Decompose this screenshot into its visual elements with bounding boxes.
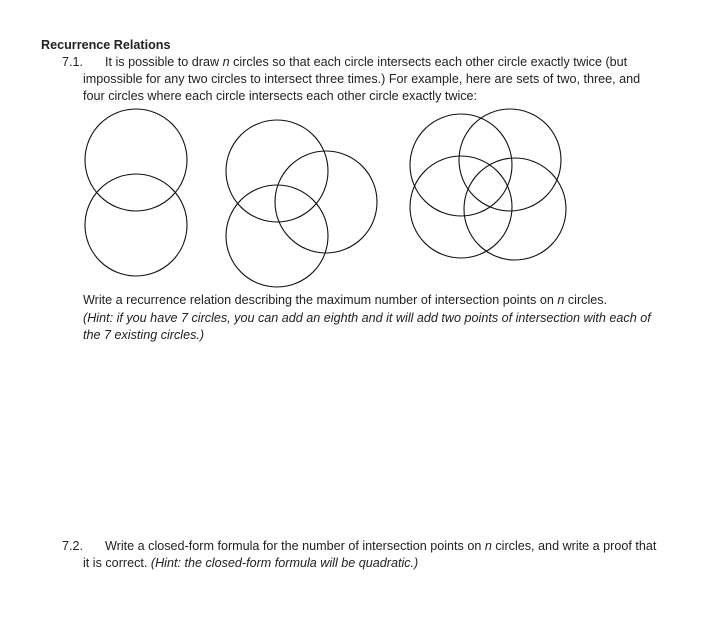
problem-7-2-number: 7.2. — [62, 539, 84, 553]
text: circles. — [564, 293, 608, 307]
problem-7-1-task — [83, 292, 693, 309]
problem-7-1-number: 7.1. — [62, 55, 84, 69]
two-circles-group — [85, 109, 187, 276]
problem-7-1-line2: impossible for any two circles to intersect three times.) For example, here are sets of two, three, and — [83, 72, 641, 86]
hint: (Hint: if you have 7 circles, you can add an eighth and it will add two points of intersection with each of — [83, 311, 651, 325]
text: Write a closed-form formula for the number of intersection points on — [105, 539, 485, 553]
problem-7-2-line2 — [83, 555, 693, 572]
circle — [410, 114, 512, 216]
problem-7-1-hint-line2 — [83, 327, 693, 344]
problem-7-1-hint-line1 — [83, 310, 693, 327]
var-n: n — [484, 539, 492, 553]
var-n: n — [557, 293, 565, 307]
circle — [226, 185, 328, 287]
circle — [226, 120, 328, 222]
text: Write a recurrence relation describing the maximum number of intersection points on — [83, 293, 558, 307]
four-circles-group — [410, 109, 566, 260]
circle — [464, 158, 566, 260]
var-n: n — [222, 55, 230, 69]
text: It is possible to draw — [105, 55, 223, 69]
text: it is correct. — [83, 556, 151, 570]
circle — [275, 151, 377, 253]
circle — [459, 109, 561, 211]
text: circles so that each circle intersects each other circle exactly twice (but — [229, 55, 628, 69]
hint: (Hint: the closed-form formula will be quadratic.) — [150, 556, 419, 570]
circle — [85, 109, 187, 211]
problem-7-2-line1 — [105, 538, 705, 555]
three-circles-group — [226, 120, 377, 287]
circle — [85, 174, 187, 276]
circle — [410, 156, 512, 258]
section-title: Recurrence Relations — [41, 38, 171, 52]
text: circles, and write a proof that — [491, 539, 657, 553]
hint: the 7 existing circles.) — [83, 328, 205, 342]
problem-7-1-line3: four circles where each circle intersects each other circle exactly twice: — [83, 89, 478, 103]
